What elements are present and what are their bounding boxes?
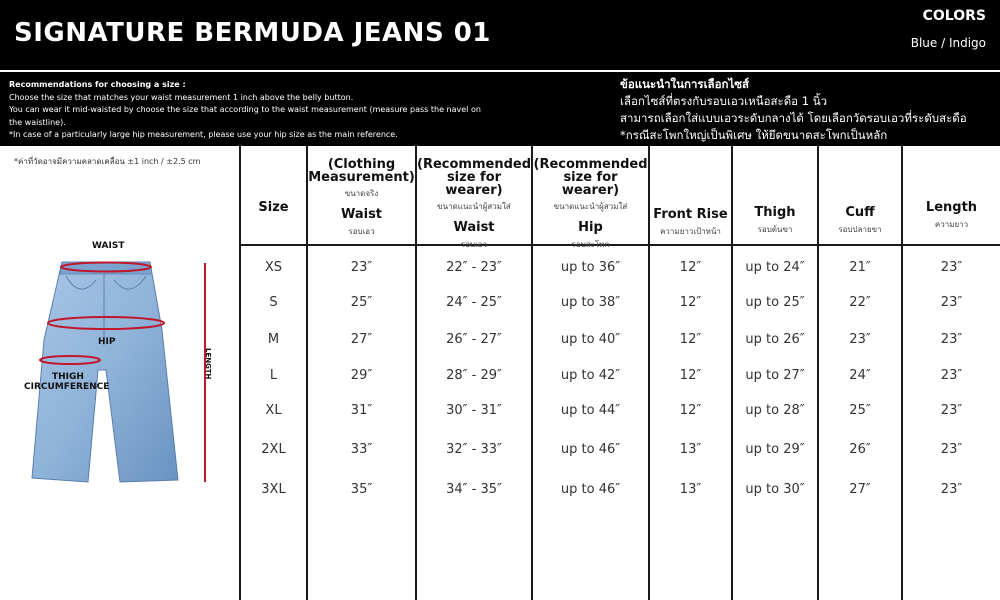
cell-size: 3XL [261,482,286,497]
column-header-waist-recommended [417,146,531,249]
cell-size: XL [265,403,282,418]
recommendations-english [9,79,489,142]
cell-length: 23″ [940,260,963,275]
colors-value: Blue / Indigo [910,36,986,50]
recommendations-thai-heading: ข้อแนะนำในการเลือกไซส์ [620,77,750,91]
column-header-label: Thigh [754,205,796,220]
size-chart-table [239,146,1000,600]
cell-front-rise: 12″ [679,368,702,383]
cell-length: 23″ [940,295,963,310]
column-header-label: Waist [340,207,383,222]
recommendations-thai-line: เลือกไซส์ที่ตรงกับรอบเอวเหนือสะดือ 1 นิ้ว [620,94,828,108]
cell-cuff: 26″ [849,442,871,457]
cell-thigh: up to 27″ [745,368,805,383]
cell-cuff: 22″ [849,295,871,310]
column-header-cuff [819,146,901,244]
cell-front-rise: 12″ [679,403,702,418]
cell-hip: up to 38″ [560,295,621,310]
column-header-length [903,146,1000,244]
cell-thigh: up to 29″ [745,442,805,457]
column-header-sub: รอบปลายขา [838,225,882,234]
cell-waist-recommended: 24″ - 25″ [446,295,502,310]
cell-hip: up to 40″ [560,332,621,347]
cell-thigh: up to 26″ [745,332,805,347]
jeans-illustration [0,170,236,500]
cell-hip: up to 36″ [560,260,621,275]
cell-waist-recommended: 32″ - 33″ [446,442,502,457]
recommendations-english-line: *In case of a particularly large hip measurement, please use your hip size as the main reference. [9,130,398,139]
cell-cuff: 23″ [849,332,871,347]
column-header-hip-recommended [533,146,648,249]
tolerance-note: *ค่าที่วัดอาจมีความคลาดเคลื่อน ±1 inch / ±2.5 cm [14,157,201,166]
column-header-paren: (Recommended size for wearer) [417,157,531,198]
hip-label: HIP [98,337,116,347]
column-header-label: Front Rise [653,207,728,222]
column-header-sub: รอบเอว [348,227,375,236]
cell-front-rise: 12″ [679,332,702,347]
cell-waist-recommended: 26″ - 27″ [446,332,502,347]
recommendations-english-line: You can wear it mid-waisted by choose the size that according to the waist measurement (measure pass the navel on the waistline). [9,105,481,127]
cell-size: XS [264,260,283,275]
cell-thigh: up to 30″ [745,482,805,497]
column-header-sub: ความยาวเป้าหน้า [660,227,721,236]
cell-waist-clothing: 29″ [350,368,373,383]
cell-length: 23″ [940,482,963,497]
cell-size: S [269,295,278,310]
cell-waist-recommended: 34″ - 35″ [446,482,502,497]
column-header-sub: รอบสะโพก [571,240,610,249]
cell-hip: up to 42″ [560,368,621,383]
cell-size: 2XL [261,442,286,457]
column-header-front-rise [650,146,731,244]
cell-hip: up to 46″ [560,442,621,457]
cell-size: L [269,368,278,383]
column-header-paren-thai: ขนาดแนะนำผู้สวมใส่ [437,202,511,211]
cell-front-rise: 13″ [679,442,702,457]
column-header-paren: (Recommended size for wearer) [533,157,648,198]
column-header-label: Hip [578,220,603,235]
cell-waist-clothing: 25″ [350,295,373,310]
cell-length: 23″ [940,332,963,347]
header-bar [0,0,1000,70]
column-header-label: Length [925,200,978,215]
cell-length: 23″ [940,368,963,383]
column-header-thigh [733,146,817,244]
column-header-waist-clothing [308,146,415,244]
cell-waist-clothing: 27″ [350,332,373,347]
cell-waist-clothing: 35″ [350,482,373,497]
cell-length: 23″ [940,442,963,457]
column-header-sub: รอบเอว [460,240,488,249]
thigh-label: THIGH [52,372,84,382]
cell-thigh: up to 28″ [745,403,805,418]
column-header-paren-thai: ขนาดจริง [344,189,379,198]
page-title: SIGNATURE BERMUDA JEANS 01 [14,18,491,48]
column-header-paren-thai: ขนาดแนะนำผู้สวมใส่ [553,202,628,211]
length-label: LENGTH [204,348,212,380]
column-header-label: Cuff [845,205,875,220]
column-header-paren: (Clothing Measurement) [308,157,415,185]
cell-waist-recommended: 30″ - 31″ [446,403,502,418]
cell-cuff: 24″ [849,368,871,383]
cell-front-rise: 12″ [679,295,702,310]
waist-label: WAIST [92,241,125,251]
cell-waist-recommended: 28″ - 29″ [446,368,502,383]
cell-length: 23″ [940,403,963,418]
column-header-size [241,146,306,244]
cell-cuff: 25″ [849,403,871,418]
cell-cuff: 27″ [849,482,871,497]
cell-front-rise: 12″ [679,260,702,275]
cell-thigh: up to 24″ [745,260,805,275]
cell-hip: up to 44″ [560,403,621,418]
recommendations-english-heading: Recommendations for choosing a size : [9,80,186,89]
recommendations-thai-line: สามารถเลือกใส่แบบเอวระดับกลางได้ โดยเลือกวัดรอบเอวที่ระดับสะดือ [620,111,967,125]
recommendations-thai [620,76,990,144]
cell-size: M [267,332,280,347]
cell-hip: up to 46″ [560,482,621,497]
jeans-measurement-figure [0,170,236,500]
colors-label: COLORS [922,8,986,24]
column-header-label: Waist [453,220,495,235]
cell-waist-clothing: 33″ [350,442,373,457]
cell-waist-clothing: 23″ [350,260,373,275]
cell-cuff: 21″ [849,260,871,275]
cell-waist-clothing: 31″ [350,403,373,418]
recommendations-thai-line: *กรณีสะโพกใหญ่เป็นพิเศษ ให้ยึดขนาดสะโพกเป็นหลัก [620,128,888,142]
column-header-sub: รอบต้นขา [757,225,793,234]
cell-thigh: up to 25″ [745,295,805,310]
recommendations-english-line: Choose the size that matches your waist measurement 1 inch above the belly button. [9,92,354,102]
recommendations-bar [0,72,1000,146]
cell-front-rise: 13″ [679,482,702,497]
column-header-label: Size [258,200,289,215]
cell-waist-recommended: 22″ - 23″ [446,260,502,275]
thigh-label-2: CIRCUMFERENCE [24,382,110,392]
column-header-sub: ความยาว [934,220,969,229]
